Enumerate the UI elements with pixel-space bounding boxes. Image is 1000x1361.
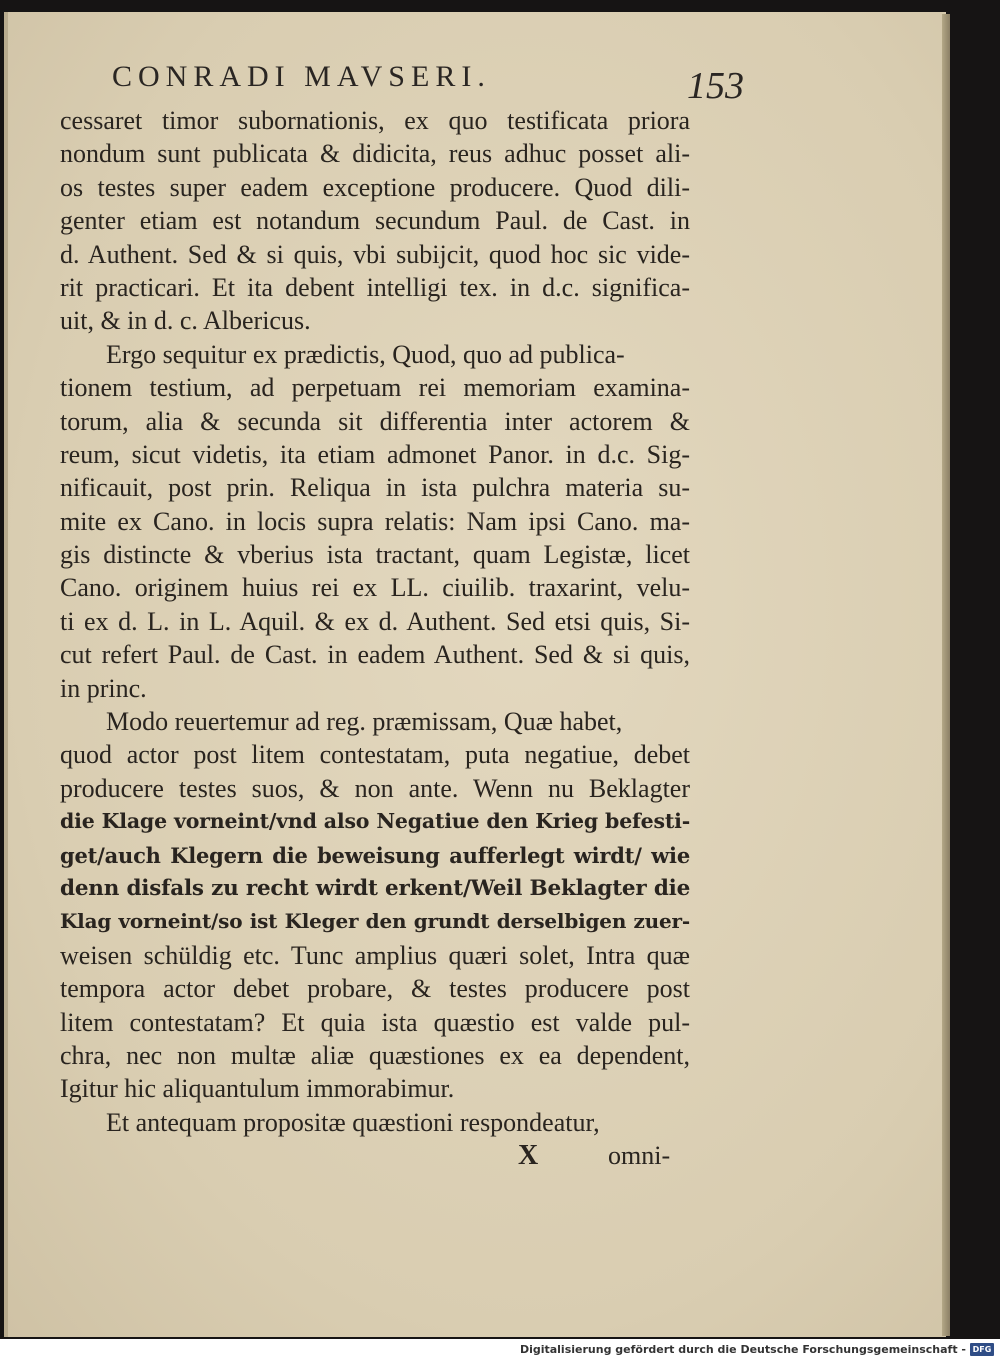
text-line: Klag vorneint/so ist Kleger den grundt derselbigen zuer- — [60, 909, 690, 934]
footer-strip — [0, 1339, 1000, 1361]
catchword: omni- — [608, 1141, 671, 1171]
text-line: quod actor post litem contestatam, puta negatiue, debet — [60, 740, 690, 770]
text-line: nondum sunt publicata & didicita, reus adhuc posset ali- — [60, 139, 690, 169]
text-line: tempora actor debet probare, & testes producere post — [60, 974, 690, 1004]
text-line: weisen schüldig etc. Tunc amplius quæri solet, Intra quæ — [60, 940, 690, 970]
text-line: Modo reuertemur ad reg. præmissam, Quæ habet, — [106, 707, 623, 737]
text-line: Ergo sequitur ex prædictis, Quod, quo ad publica- — [106, 339, 625, 369]
text-line: rit practicari. Et ita debent intelligi tex. in d.c. significa- — [60, 272, 690, 302]
funding-note: Digitalisierung gefördert durch die Deutsche Forschungsgemeinschaft - — [519, 1343, 966, 1356]
catchword-line — [60, 1139, 690, 1172]
text-line: ti ex d. L. in L. Aquil. & ex d. Authent. Sed etsi quis, Si- — [60, 606, 690, 636]
text-line: cessaret timor subornationis, ex quo testificata priora — [60, 106, 690, 135]
text-line: in princ. — [60, 673, 147, 703]
text-line: os testes super eadem exceptione producere. Quod dili- — [60, 172, 690, 202]
text-line: reum, sicut videtis, ita etiam admonet Panor. in d.c. Sig- — [60, 439, 690, 469]
page-edge — [942, 14, 950, 1336]
text-line: mite ex Cano. in locis supra relatis: Nam ipsi Cano. ma- — [60, 506, 690, 536]
text-line: producere testes suos, & non ante. Wenn nu Beklagter — [60, 773, 690, 803]
text-line: litem contestatam? Et quia ista quæstio est valde pul- — [60, 1007, 690, 1037]
text-line: gis distincte & vberius ista tractant, quam Legistæ, licet — [60, 540, 690, 570]
dfg-logo: DFG — [970, 1343, 994, 1356]
text-line: get/auch Klegern die beweisung aufferlegt wirdt/ wie — [60, 842, 690, 868]
text-line: tionem testium, ad perpetuam rei memoriam examina- — [60, 373, 690, 403]
running-title: CONRADI MAVSERI. — [112, 60, 491, 93]
text-line: torum, alia & secunda sit differentia inter actorem & — [60, 406, 690, 436]
signature-mark: X — [518, 1140, 539, 1172]
text-line: cut refert Paul. de Cast. in eadem Authent. Sed & si quis, — [60, 640, 690, 670]
text-line: d. Authent. Sed & si quis, vbi subijcit, quod hoc sic vide- — [60, 239, 690, 269]
text-line: Et antequam propositæ quæstioni respondeatur, — [106, 1107, 600, 1137]
body-text — [60, 104, 690, 1173]
text-line: nificauit, post prin. Reliqua in ista pulchra materia su- — [60, 473, 690, 503]
text-line: genter etiam est notandum secundum Paul. de Cast. in — [60, 206, 690, 236]
text-line: denn disfals zu recht wirdt erkent/Weil Beklagter die — [60, 875, 691, 901]
text-line: die Klage vorneint/vnd also Negatiue den Krieg befesti- — [60, 809, 690, 834]
page-number: 153 — [687, 65, 744, 107]
text-line: Cano. originem huius rei ex LL. ciuilib. traxarint, velu- — [60, 573, 690, 603]
text-line: uit, & in d. c. Albericus. — [60, 306, 311, 336]
text-line: chra, nec non multæ aliæ quæstiones ex ea dependent, — [60, 1040, 690, 1070]
text-line: Igitur hic aliquantulum immorabimur. — [60, 1074, 455, 1104]
